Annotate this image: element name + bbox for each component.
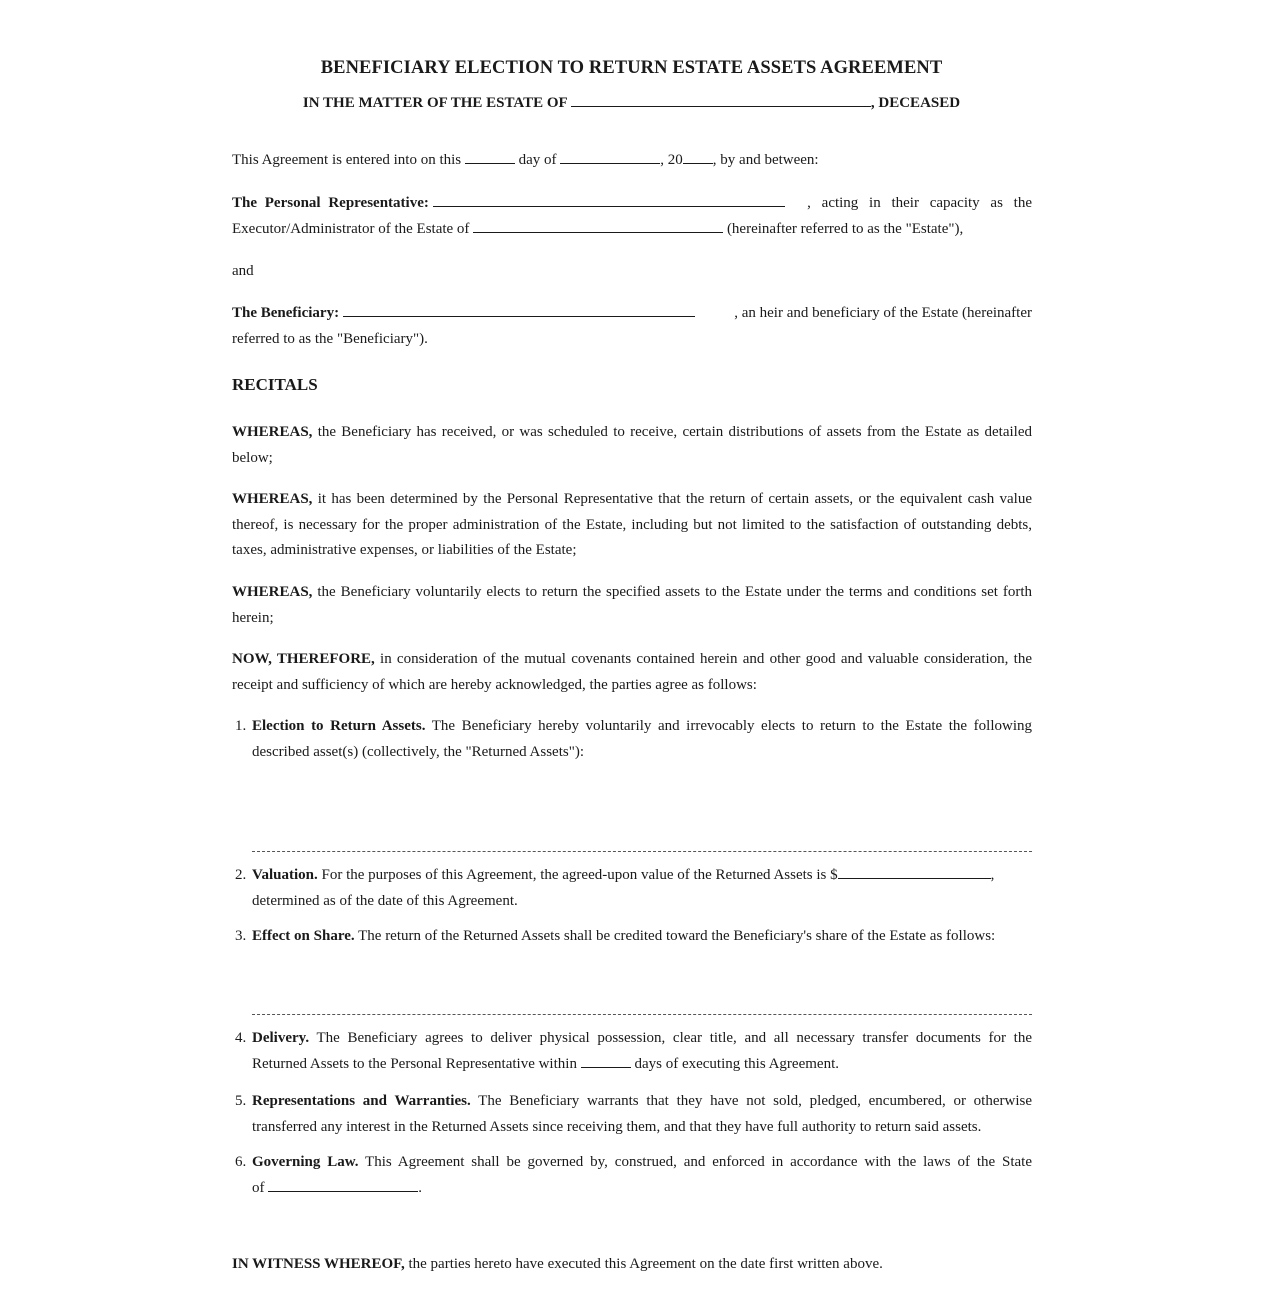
rep-name-blank[interactable] [433,193,785,207]
beneficiary-name-blank[interactable] [343,303,695,317]
item-text: The Beneficiary agrees to deliver physical possession, clear title, and all necessary transfer documents for the [309,1030,1032,1046]
intro-text-a: This Agreement is entered into on this [232,152,462,168]
now-therefore-lead: NOW, THEREFORE, [232,651,375,667]
rep-label: The Personal Representative: [232,195,429,211]
decedent-name-blank[interactable] [571,93,871,107]
document-title: BENEFICIARY ELECTION TO RETURN ESTATE ASSETS AGREEMENT [320,58,943,78]
and-text: and [232,263,254,279]
item-number: 2. [235,867,247,883]
whereas-text: the Beneficiary has received, or was scheduled to receive, certain distributions of assets from the Estate as detailed below; [232,424,1032,466]
beneficiary-text-b: referred to as the "Beneficiary"). [232,330,428,347]
effect-on-share-line[interactable] [252,1014,1032,1015]
item-title: Effect on Share. [252,928,355,944]
item-text: The Beneficiary hereby voluntarily and irrevocably elects to return to the Estate the following described asset(s) (collectively, the "Returned Assets"): [252,718,1032,760]
delivery-days-blank[interactable] [581,1054,631,1068]
returned-assets-line[interactable] [252,851,1032,852]
whereas-text: it has been determined by the Personal Representative that the return of certain assets, or the equivalent cash value thereof, is necessary for the proper administration of the Estate, including but not limited to the satisfaction of outstanding debts, taxes, administrative expenses, or liabilities of the Estate; [232,491,1032,558]
item-number: 1. [235,718,247,734]
item-title: Election to Return Assets. [252,718,426,734]
item-text: For the purposes of this Agreement, the agreed-upon value of the Returned Assets is $ [317,867,838,883]
item-text: The return of the Returned Assets shall be credited toward the Beneficiary's share of the Estate as follows: [354,928,996,944]
whereas-paragraph [232,487,1032,564]
whereas-text: the Beneficiary voluntarily elects to return the specified assets to the Estate under the terms and conditions set forth herein; [232,584,1032,626]
intro-text-c: , 20 [660,152,683,168]
item-text: The Beneficiary warrants that they have not sold, pledged, encumbered, or otherwise transferred any interest in the Returned Assets since receiving them, and that they have full authority to return said assets. [252,1093,1032,1135]
intro-text-b: day of [518,152,557,168]
recitals-heading: RECITALS [232,375,318,394]
estate-subtitle [0,93,1263,112]
whereas-paragraph [232,420,1032,471]
now-therefore-text: in consideration of the mutual covenants contained herein and other good and valuable consideration, the receipt and sufficiency of which are hereby acknowledged, the parties agree as follows: [232,651,1032,693]
beneficiary-label: The Beneficiary: [232,305,340,321]
year-blank[interactable] [683,150,713,164]
month-blank[interactable] [560,150,660,164]
rep-text-b: Executor/Administrator of the Estate of [232,220,470,237]
valuation-amount-blank[interactable] [838,865,991,879]
witness-paragraph [232,1252,1032,1278]
item-text: This Agreement shall be governed by, construed, and enforced in accordance with the laws of the State [358,1154,1032,1170]
estate-name-blank[interactable] [473,219,723,233]
item-text: days of executing this Agreement. [634,1055,839,1072]
item-number: 4. [235,1030,247,1046]
beneficiary-text-a: , an heir and beneficiary of the Estate (hereinafter [734,305,1032,321]
personal-representative-paragraph [232,191,1032,242]
now-therefore-paragraph [232,647,1032,698]
whereas-lead: WHEREAS, [232,491,313,507]
item-text: determined as of the date of this Agreement. [252,892,518,909]
item-text: Returned Assets to the Personal Representative within [252,1055,577,1072]
item-text: . [418,1179,422,1196]
item-number: 3. [235,928,247,944]
rep-text-a: , acting in their capacity as the [807,195,1032,211]
intro-text-d: , by and between: [712,152,819,168]
governing-state-blank[interactable] [268,1178,418,1192]
intro-paragraph [232,148,1032,174]
item-number: 6. [235,1154,247,1170]
beneficiary-paragraph [232,301,1032,352]
whereas-paragraph [232,580,1032,631]
item-title: Representations and Warranties. [252,1093,471,1109]
item-number: 5. [235,1093,247,1109]
witness-text: the parties hereto have executed this Agreement on the date first written above. [404,1256,883,1272]
item-title: Valuation. [252,867,318,883]
whereas-lead: WHEREAS, [232,424,313,440]
whereas-lead: WHEREAS, [232,584,313,600]
subtitle-suffix: , DECEASED [870,95,961,111]
day-blank[interactable] [465,150,515,164]
item-text: of [252,1179,265,1196]
item-title: Governing Law. [252,1154,359,1170]
witness-lead: IN WITNESS WHEREOF, [232,1256,405,1272]
rep-text-c: (hereinafter referred to as the "Estate"), [726,220,964,237]
subtitle-prefix: IN THE MATTER OF THE ESTATE OF [302,95,568,111]
item-text: , [990,867,995,883]
item-title: Delivery. [252,1030,310,1046]
